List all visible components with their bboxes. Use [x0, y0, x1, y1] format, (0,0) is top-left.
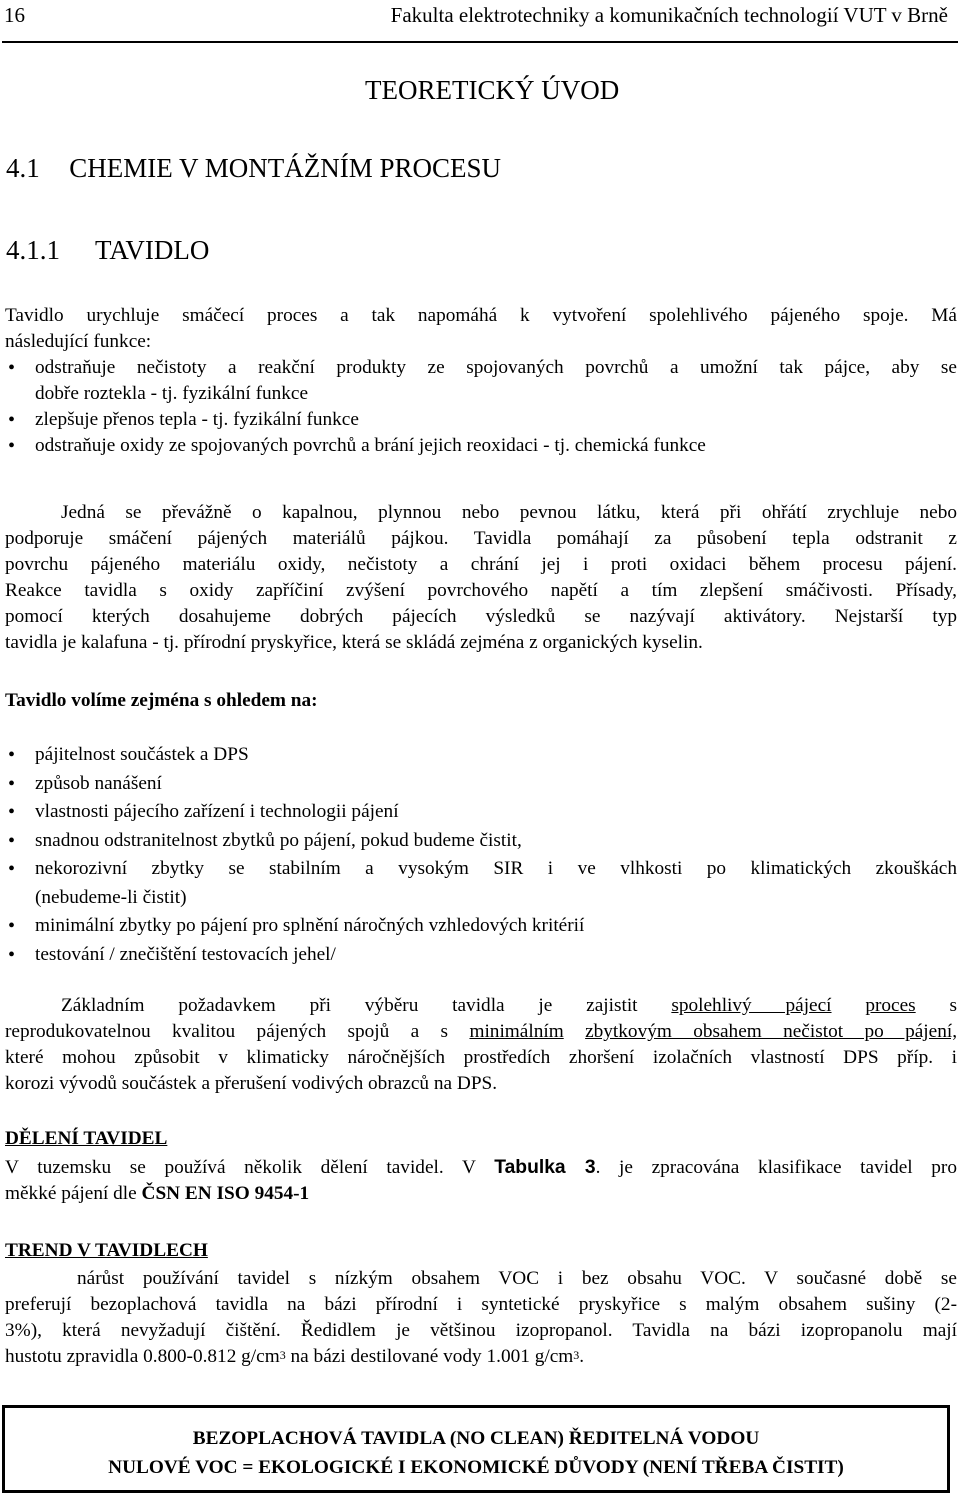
function-text: dobře roztekla - tj. fyzikální funkce	[35, 383, 309, 404]
text-run: .	[579, 1346, 585, 1367]
standard-reference: ČSN EN ISO 9454-1	[141, 1183, 310, 1204]
paragraph-line	[5, 1019, 957, 1045]
paragraph-line: nárůst používání tavidel s nízkým obsahem VOC i bez obsahu VOC. V současné době se	[77, 1268, 957, 1289]
text-run: Základním požadavkem při výběru tavidla je zajistit	[61, 995, 638, 1016]
page-number: 16	[4, 3, 25, 27]
selection-item: • pájitelnost součástek a DPS	[5, 741, 957, 770]
function-list-item	[5, 407, 957, 433]
paragraph-line: Reakce tavidla s oxidy zapříčiní zvýšení povrchového napětí a tím zlepšení smáčivosti. Přísady,	[5, 580, 957, 601]
function-text: • zlepšuje přenos tepla - tj. fyzikální funkce	[35, 409, 359, 430]
selection-heading: Tavidlo volíme zejména s ohledem na:	[5, 690, 318, 711]
table-reference: Tabulka 3	[494, 1157, 596, 1178]
subsection-heading	[6, 234, 209, 266]
function-text: • odstraňuje oxidy ze spojovaných povrchů a brání jejich reoxidaci - tj. chemická funkce	[35, 435, 706, 456]
section-heading	[6, 152, 501, 184]
paragraph-line	[5, 1155, 957, 1181]
summary-line: BEZOPLACHOVÁ TAVIDLA (NO CLEAN) ŘEDITELNÁ VODOU	[192, 1428, 760, 1449]
paragraph-line	[5, 1344, 957, 1370]
division-text	[5, 1155, 957, 1207]
paragraph-line: Jedná se převážně o kapalnou, plynnou nebo pevnou látku, která při ohřátí zrychluje nebo	[61, 502, 957, 523]
paragraph-line: pomocí kterých dosahujeme dobrých pájecích výsledků se nazývají aktivátory. Nejstarší typ	[5, 606, 957, 627]
summary-line: NULOVÉ VOC = EKOLOGICKÉ I EKONOMICKÉ DŮVODY (NENÍ TŘEBA ČISTIT)	[108, 1457, 844, 1478]
paragraph-requirement	[5, 993, 957, 1097]
subsection-number: 4.1.1	[6, 235, 60, 265]
intro-line: následující funkce:	[5, 331, 152, 352]
institution-name: Fakulta elektrotechniky a komunikačních technologií VUT v Brně	[390, 3, 948, 27]
underlined-text: minimálním	[469, 1021, 564, 1042]
selection-item-text: (nebudeme-li čistit)	[35, 886, 187, 908]
text-run: hustotu zpravidla 0.800-0.812 g/cm	[5, 1346, 280, 1367]
intro-block	[5, 303, 957, 459]
superscript: 3	[279, 1348, 286, 1362]
paragraph-line	[5, 993, 957, 1019]
underlined-text: spolehlivý pájecí	[671, 995, 832, 1016]
selection-item: • vlastnosti pájecího zařízení i technologii pájení	[5, 798, 957, 827]
division-heading: DĚLENÍ TAVIDEL	[5, 1128, 168, 1149]
text-run: reprodukovatelnou kvalitou pájených spojů a s	[5, 1021, 449, 1042]
underlined-text: proces	[865, 995, 916, 1016]
intro-line: Tavidlo urychluje smáčecí proces a tak napomáhá k vytvoření spolehlivého pájeného spoje. Má	[5, 305, 957, 326]
selection-item: • testování / znečištění testovacích jehel/	[5, 941, 957, 970]
selection-item-text: • nekorozivní zbytky se stabilním a vysokým SIR i ve vlhkosti po klimatických zkouškách	[35, 858, 957, 879]
paragraph-line	[5, 1181, 957, 1207]
trend-text	[5, 1266, 957, 1370]
superscript: 3	[573, 1348, 580, 1362]
paragraph-line: povrchu pájeného materiálu oxidy, nečistoty a chrání jej i proti oxidaci během procesu pájení.	[5, 554, 957, 575]
function-list-item	[5, 355, 957, 407]
paragraph-line: podporuje smáčení pájených materiálů pájkou. Tavidla pomáhají za působení tepla odstranit z	[5, 528, 957, 549]
text-run: . je zpracována klasifikace tavidel pro	[595, 1157, 957, 1178]
paragraph-line: korozi vývodů součástek a přerušení vodivých obrazců na DPS.	[5, 1073, 498, 1094]
text-run: s	[949, 995, 957, 1016]
subsection-title: TAVIDLO	[95, 235, 210, 265]
selection-item	[5, 855, 957, 912]
paragraph-description	[5, 500, 957, 656]
selection-item: • způsob nanášení	[5, 770, 957, 799]
chapter-title: TEORETICKÝ ÚVOD	[365, 75, 620, 105]
summary-box	[2, 1405, 950, 1493]
selection-item: • minimální zbytky po pájení pro splnění náročných vzhledových kritérií	[5, 912, 957, 941]
function-list-item	[5, 433, 957, 459]
selection-list	[5, 741, 957, 969]
function-text: • odstraňuje nečistoty a reakční produkty ze spojovaných povrchů a umožní tak pájce, aby se	[35, 357, 957, 378]
trend-heading: TREND V TAVIDLECH	[5, 1240, 208, 1261]
header-rule	[2, 41, 958, 43]
underlined-text: zbytkovým obsahem nečistot po pájení,	[585, 1021, 958, 1042]
section-number: 4.1	[6, 153, 40, 183]
paragraph-line: tavidla je kalafuna - tj. přírodní pryskyřice, která se skládá zejména z organických kyselin.	[5, 632, 703, 653]
paragraph-line: 3%), která nevyžadují čištění. Ředidlem je většinou izopropanol. Tavidla na bázi izopropanolu mají	[5, 1320, 957, 1341]
text-run: na bázi destilované vody 1.001 g/cm	[285, 1346, 574, 1367]
paragraph-line: preferují bezoplachová tavidla na bázi přírodní i syntetické pryskyřice s malým obsahem sušiny (2-	[5, 1294, 957, 1315]
section-title: CHEMIE V MONTÁŽNÍM PROCESU	[69, 153, 502, 183]
text-run: měkké pájení dle	[5, 1183, 137, 1204]
selection-item: • snadnou odstranitelnost zbytků po pájení, pokud budeme čistit,	[5, 827, 957, 856]
text-run: V tuzemsku se používá několik dělení tavidel. V	[5, 1157, 476, 1178]
paragraph-line: které mohou způsobit v klimaticky náročnějších prostředích zhoršení izolačních vlastností DPS příp. i	[5, 1047, 957, 1068]
